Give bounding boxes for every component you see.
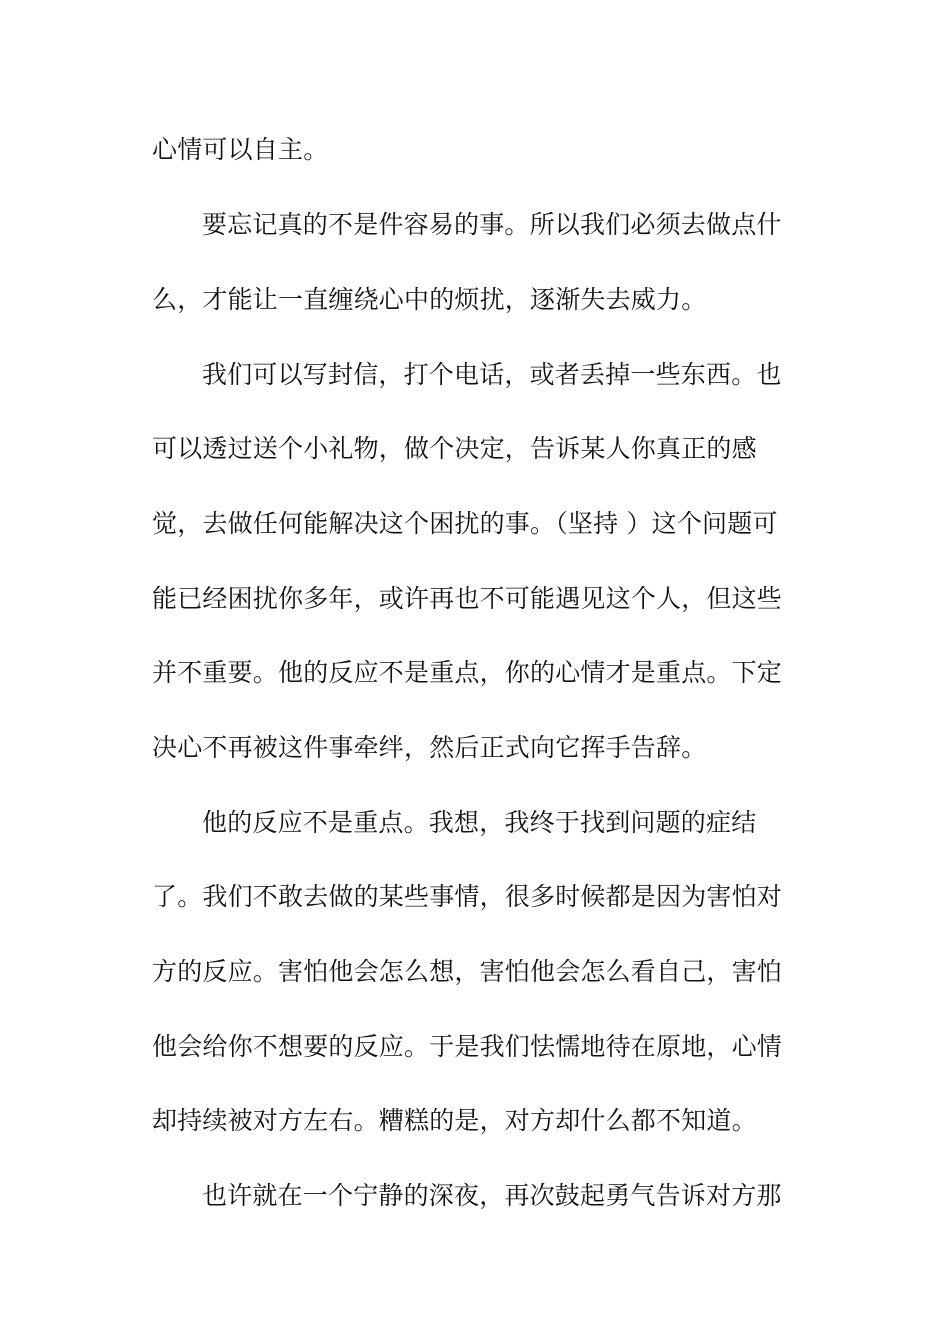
text-line: 觉，去做任何能解决这个困扰的事。（坚持 ）这个问题可 xyxy=(152,509,778,538)
text-line: 决心不再被这件事牵绊，然后正式向它挥手告辞。 xyxy=(152,733,707,762)
text-line: 并不重要。他的反应不是重点，你的心情才是重点。下定 xyxy=(152,658,783,687)
paragraph-start-line: 他的反应不是重点。我想，我终于找到问题的症结 xyxy=(202,808,757,837)
text-line: 能已经困扰你多年，或许再也不可能遇见这个人，但这些 xyxy=(152,584,783,613)
text-line: 却持续被对方左右。糟糕的是，对方却什么都不知道。 xyxy=(152,1106,757,1135)
text-line: 方的反应。害怕他会怎么想，害怕他会怎么看自己，害怕 xyxy=(152,957,783,986)
text-line: 可以透过送个小礼物，做个决定，告诉某人你真正的感 xyxy=(152,434,757,463)
paragraph-start-line: 也许就在一个宁静的深夜，再次鼓起勇气告诉对方那 xyxy=(202,1181,782,1210)
text-line: 了。我们不敢去做的某些事情，很多时候都是因为害怕对 xyxy=(152,882,783,911)
text-line: 么，才能让一直缠绕心中的烦扰，逐渐失去威力。 xyxy=(152,285,707,314)
paragraph-start-line: 我们可以写封信，打个电话，或者丢掉一些东西。也 xyxy=(202,360,782,389)
text-line: 心情可以自主。 xyxy=(152,135,329,164)
text-line: 他会给你不想要的反应。于是我们怯懦地待在原地，心情 xyxy=(152,1032,783,1061)
paragraph-start-line: 要忘记真的不是件容易的事。所以我们必须去做点什 xyxy=(202,210,782,239)
